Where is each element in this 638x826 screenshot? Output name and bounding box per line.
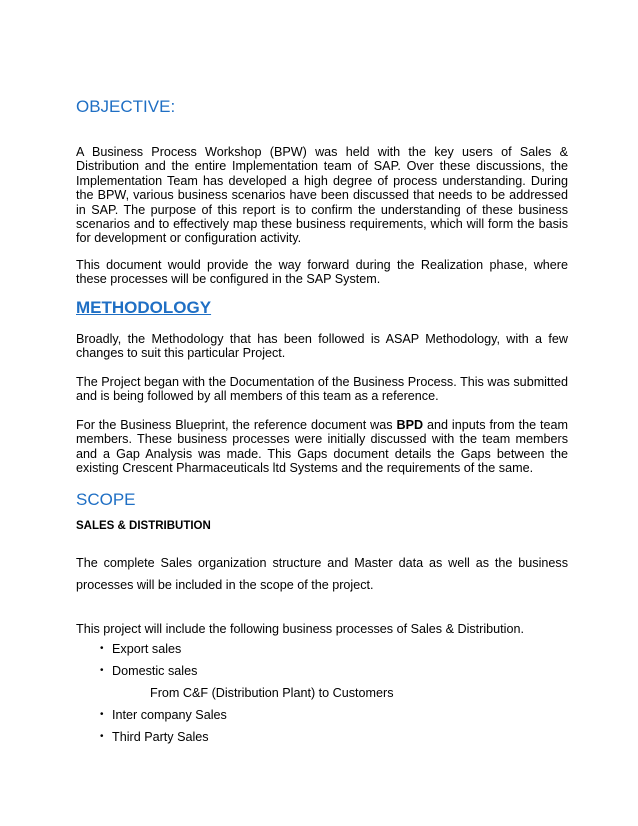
bullet-icon: • (100, 709, 104, 720)
process-list-2 (76, 708, 568, 744)
list-item: • Inter company Sales (100, 708, 227, 722)
indented-line: From C&F (Distribution Plant) to Customers (150, 686, 394, 700)
methodology-heading: METHODOLOGY (76, 298, 212, 317)
bullet-icon: • (100, 665, 104, 676)
objective-paragraph-1: A Business Process Workshop (BPW) was held with the key users of Sales & Distribution and the entire Implementation team of SAP. Over these discussions, the Implementation Team has developed a high degree of process understanding. During the BPW, various business scenarios have been discussed that needs to be addressed in SAP. The purpose of this report is to confirm the understanding of these business scenarios and to effectively map these business requirements, which will form the basis for development or configuration activity. (76, 145, 568, 246)
list-item: • Third Party Sales (100, 730, 209, 744)
bullet-icon: • (100, 731, 104, 742)
para3-end: and inputs from the team members. These business processes were initially discussed with the team members and a Gap Analysis was made. This Gaps document details the Gaps between the existing Crescent Pharmaceuticals ltd Systems and the requirements of the same. (76, 418, 568, 476)
objective-heading: OBJECTIVE: (76, 97, 176, 116)
objective-paragraph-2: This document would provide the way forward during the Realization phase, where these processes will be configured in the SAP System. (76, 258, 568, 287)
scope-heading: SCOPE (76, 490, 136, 509)
list-item: • Domestic sales (100, 664, 198, 678)
methodology-paragraph-1: Broadly, the Methodology that has been followed is ASAP Methodology, with a few changes to suit this particular Project. (76, 332, 568, 361)
process-list-1 (76, 642, 568, 678)
methodology-paragraph-2: The Project began with the Documentation of the Business Process. This was submitted and is being followed by all members of this team as a reference. (76, 375, 568, 404)
methodology-paragraph-3 (76, 418, 568, 476)
scope-paragraph-2: This project will include the following business processes of Sales & Distribution. (76, 622, 524, 636)
list-item: • Export sales (100, 642, 182, 656)
bullet-icon: • (100, 643, 104, 654)
bpd-bold: BPD (396, 418, 424, 432)
para3-start: For the Business Blueprint, the reference document was (76, 418, 397, 432)
sales-distribution-subheading: SALES & DISTRIBUTION (76, 520, 211, 532)
scope-paragraph-1: The complete Sales organization structure and Master data as well as the business processes will be included in the scope of the project. (76, 556, 568, 592)
